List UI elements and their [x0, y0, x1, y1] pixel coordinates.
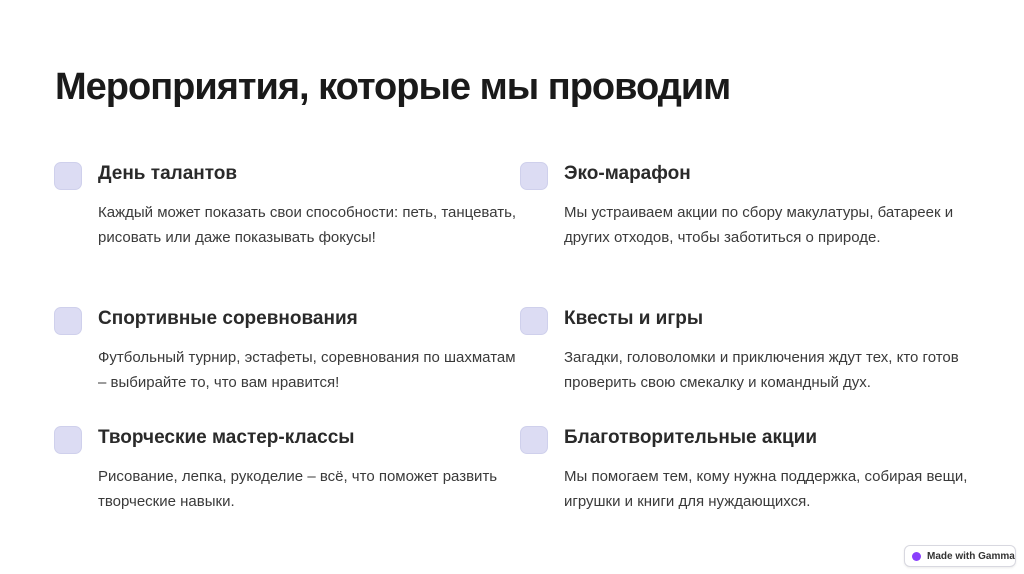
page-title: Мероприятия, которые мы проводим	[55, 66, 731, 108]
badge-label: Made with Gamma	[927, 550, 1015, 562]
gamma-logo-icon	[912, 552, 921, 561]
event-description: Мы помогаем тем, кому нужна поддержка, собирая вещи, игрушки и книги для нуждающихся.	[564, 468, 968, 510]
event-heading: Благотворительные акции	[564, 427, 818, 448]
checkbox-icon	[54, 162, 82, 190]
checkbox-icon	[520, 162, 548, 190]
event-description: Мы устраиваем акции по сбору макулатуры, батареек и других отходов, чтобы заботиться о природе.	[564, 204, 954, 246]
event-description: Рисование, лепка, рукоделие – всё, что поможет развить творческие навыки.	[98, 468, 498, 510]
event-heading: День талантов	[98, 163, 238, 184]
event-heading: Творческие мастер-классы	[98, 427, 355, 448]
event-heading: Спортивные соревнования	[98, 308, 358, 329]
checkbox-icon	[520, 426, 548, 454]
event-heading: Эко-марафон	[564, 163, 691, 184]
event-heading: Квесты и игры	[564, 308, 704, 329]
checkbox-icon	[54, 307, 82, 335]
event-description: Футбольный турнир, эстафеты, соревнования по шахматам – выбирайте то, что вам нравится!	[98, 349, 516, 391]
checkbox-icon	[54, 426, 82, 454]
event-description: Каждый может показать свои способности: петь, танцевать, рисовать или даже показывать фокусы!	[98, 204, 517, 246]
event-description: Загадки, головоломки и приключения ждут тех, кто готов проверить свою смекалку и командный дух.	[564, 349, 959, 391]
made-with-gamma-badge[interactable]	[904, 545, 1016, 567]
checkbox-icon	[520, 307, 548, 335]
